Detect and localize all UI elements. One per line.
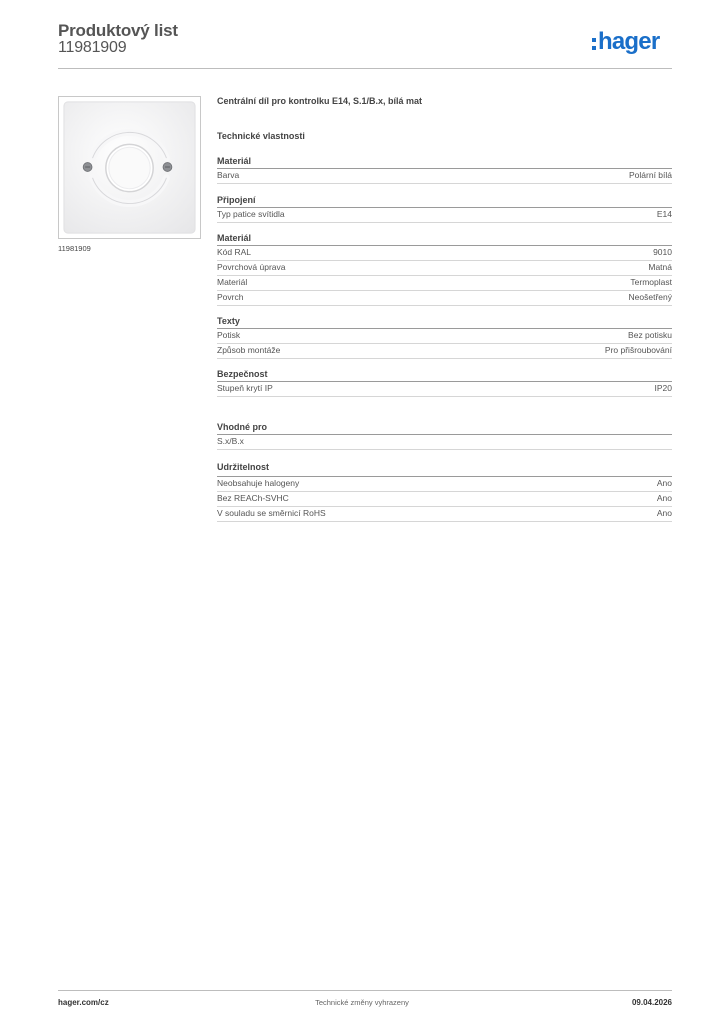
property-row (217, 477, 672, 491)
row-divider (217, 305, 672, 306)
property-value: Termoplast (630, 277, 672, 287)
property-label: V souladu se směrnicí RoHS (217, 508, 326, 518)
row-divider (217, 222, 672, 223)
row-divider (217, 396, 672, 397)
property-row (217, 435, 672, 449)
property-value: IP20 (654, 383, 672, 393)
footer-divider (58, 990, 672, 991)
property-label: S.x/B.x (217, 436, 244, 446)
row-divider (217, 183, 672, 184)
property-label: Povrchová úprava (217, 262, 286, 272)
property-label: Typ patice svítidla (217, 209, 285, 219)
section-title: Materiál (217, 156, 252, 166)
property-row (217, 246, 672, 260)
row-divider (217, 521, 672, 522)
property-value: Bez potisku (628, 330, 672, 340)
property-label: Kód RAL (217, 247, 252, 257)
property-value: Matná (648, 262, 672, 272)
property-label: Způsob montáže (217, 345, 281, 355)
row-divider (217, 358, 672, 359)
property-value: Neošetřený (628, 292, 672, 302)
logo-dots-icon (592, 38, 596, 50)
property-value: Ano (656, 508, 672, 518)
footer-notice: Technické změny vyhrazeny (315, 998, 409, 1007)
property-label: Stupeň krytí IP (217, 383, 273, 393)
property-value: Ano (656, 478, 672, 488)
product-image (58, 96, 201, 239)
logo-text: hager (598, 28, 660, 55)
property-label: Barva (217, 170, 240, 180)
property-label: Potisk (217, 330, 241, 340)
product-photo-icon (59, 97, 200, 238)
product-id: 11981909 (58, 39, 127, 56)
property-row (217, 261, 672, 275)
section-title: Texty (217, 316, 240, 326)
footer-date: 09.04.2026 (631, 998, 672, 1007)
property-value: Pro přišroubování (604, 345, 672, 355)
property-value: 9010 (653, 247, 672, 257)
property-value: Ano (656, 493, 672, 503)
section-title: Bezpečnost (217, 369, 268, 379)
property-row (217, 507, 672, 521)
section-title: Připojení (217, 195, 256, 205)
header-divider (58, 68, 672, 69)
property-row (217, 329, 672, 343)
property-row (217, 169, 672, 183)
section-title: Vhodné pro (217, 422, 267, 432)
property-label: Materiál (217, 277, 248, 287)
section-title: Udržitelnost (217, 462, 270, 472)
section-title: Materiál (217, 233, 252, 243)
technical-properties-heading: Technické vlastnosti (217, 131, 305, 141)
hager-logo (592, 28, 659, 56)
property-label: Neobsahuje halogeny (217, 478, 300, 488)
product-name: Centrální díl pro kontrolku E14, S.1/B.x, bílá mat (217, 96, 423, 106)
image-caption: 11981909 (58, 244, 91, 253)
property-value: Polární bílá (629, 170, 672, 180)
property-row (217, 291, 672, 305)
property-row (217, 492, 672, 506)
footer-website-link[interactable]: hager.com/cz (58, 998, 109, 1007)
property-row (217, 382, 672, 396)
property-row (217, 208, 672, 222)
property-row (217, 276, 672, 290)
property-label: Povrch (217, 292, 244, 302)
property-label: Bez REACh-SVHC (217, 493, 289, 503)
page-title: Produktový list (58, 21, 178, 40)
property-value: E14 (656, 209, 672, 219)
row-divider (217, 449, 672, 450)
property-row (217, 344, 672, 358)
